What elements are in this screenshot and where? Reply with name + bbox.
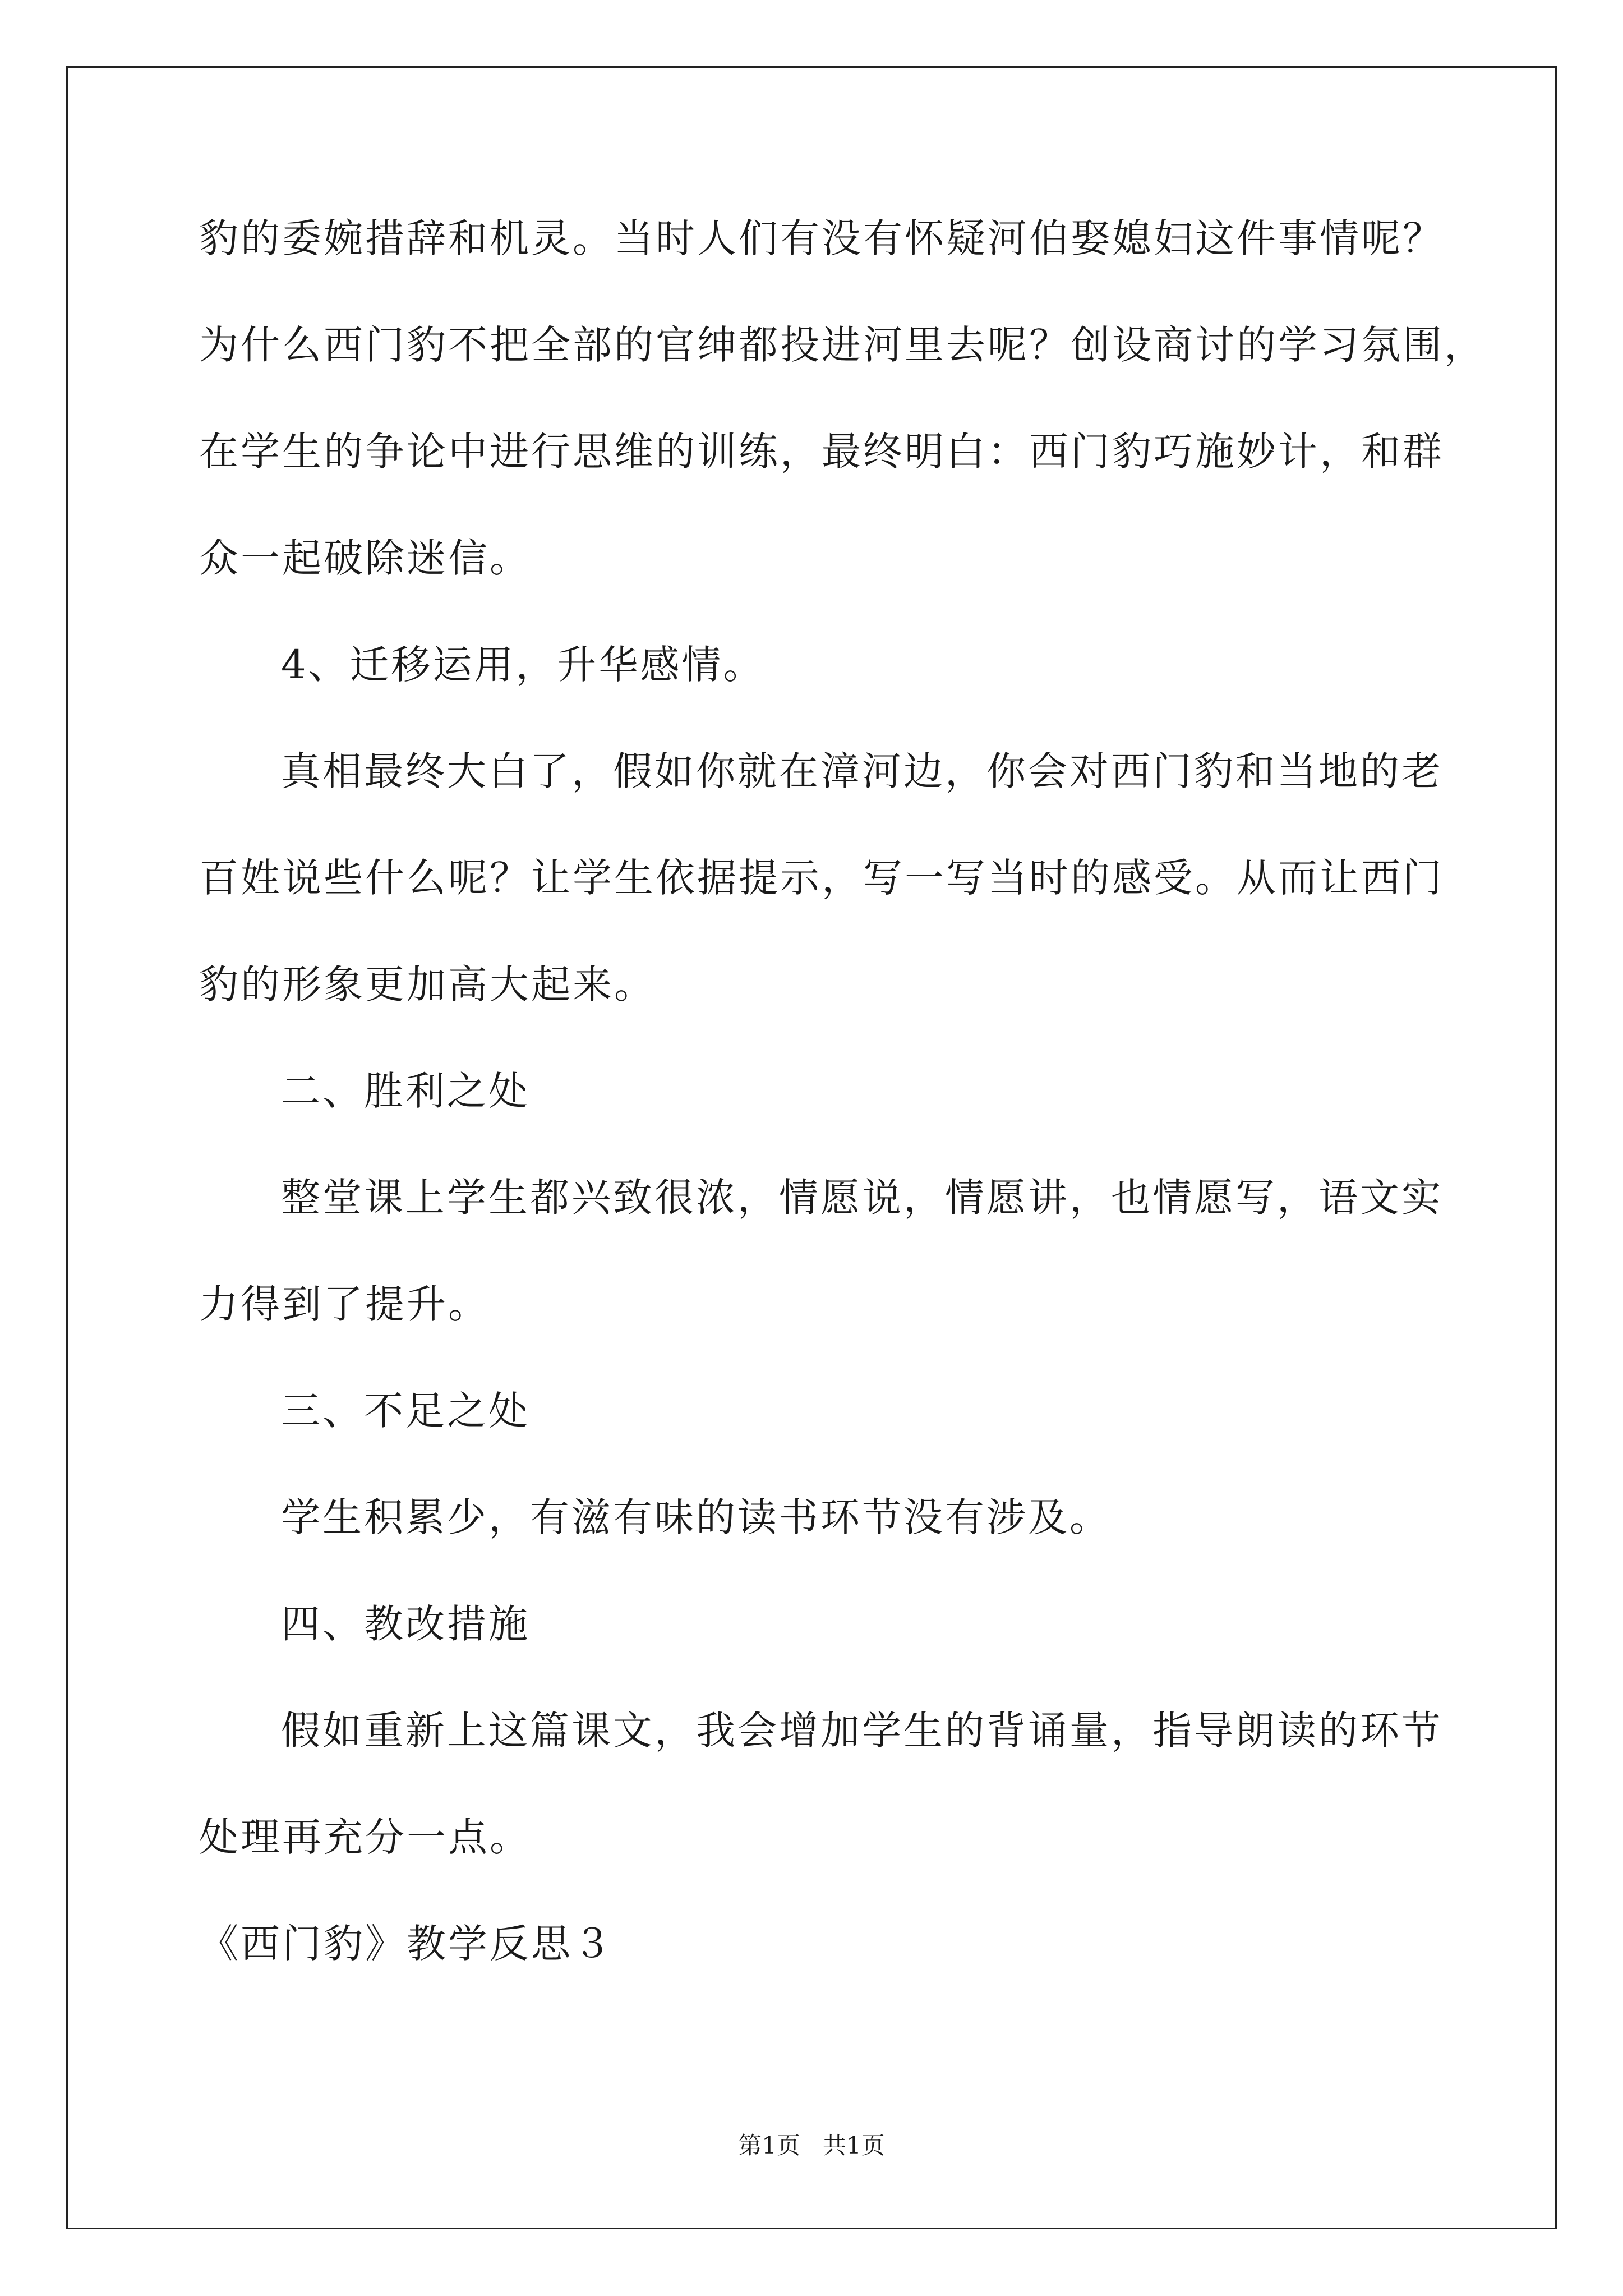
- body-line: 在学生的争论中进行思维的训练，最终明白：西门豹巧施妙计，和群: [199, 429, 1444, 475]
- body-line: 豹的委婉措辞和机灵。当时人们有没有怀疑河伯娶媳妇这件事情呢？: [199, 215, 1444, 261]
- document-title: 《西门豹》教学反思３: [199, 1921, 614, 1967]
- body-line: 整堂课上学生都兴致很浓，情愿说，情愿讲，也情愿写，语文实: [281, 1175, 1443, 1221]
- body-line: 学生积累少，有滋有味的读书环节没有涉及。: [281, 1494, 1111, 1540]
- section-heading: 四、教改措施: [281, 1601, 530, 1647]
- body-line: 假如重新上这篇课文，我会增加学生的背诵量，指导朗读的环节: [281, 1708, 1443, 1754]
- section-heading: 三、不足之处: [281, 1388, 530, 1434]
- page-number-footer: 第1页 共1页: [738, 2132, 885, 2159]
- body-line: 处理再充分一点。: [199, 1814, 531, 1860]
- section-subheading: 4、迁移运用，升华感情。: [281, 642, 765, 688]
- body-line: 真相最终大白了，假如你就在漳河边，你会对西门豹和当地的老: [281, 748, 1443, 794]
- body-line: 众一起破除迷信。: [199, 535, 531, 581]
- body-line: 豹的形象更加高大起来。: [199, 961, 656, 1007]
- body-line: 为什么西门豹不把全部的官绅都投进河里去呢？创设商讨的学习氛围，: [199, 322, 1486, 368]
- body-line: 力得到了提升。: [199, 1281, 490, 1327]
- body-line: 百姓说些什么呢？让学生依据提示，写一写当时的感受。从而让西门: [199, 855, 1444, 901]
- page-border: [66, 66, 1557, 2229]
- section-heading: 二、胜利之处: [281, 1068, 530, 1114]
